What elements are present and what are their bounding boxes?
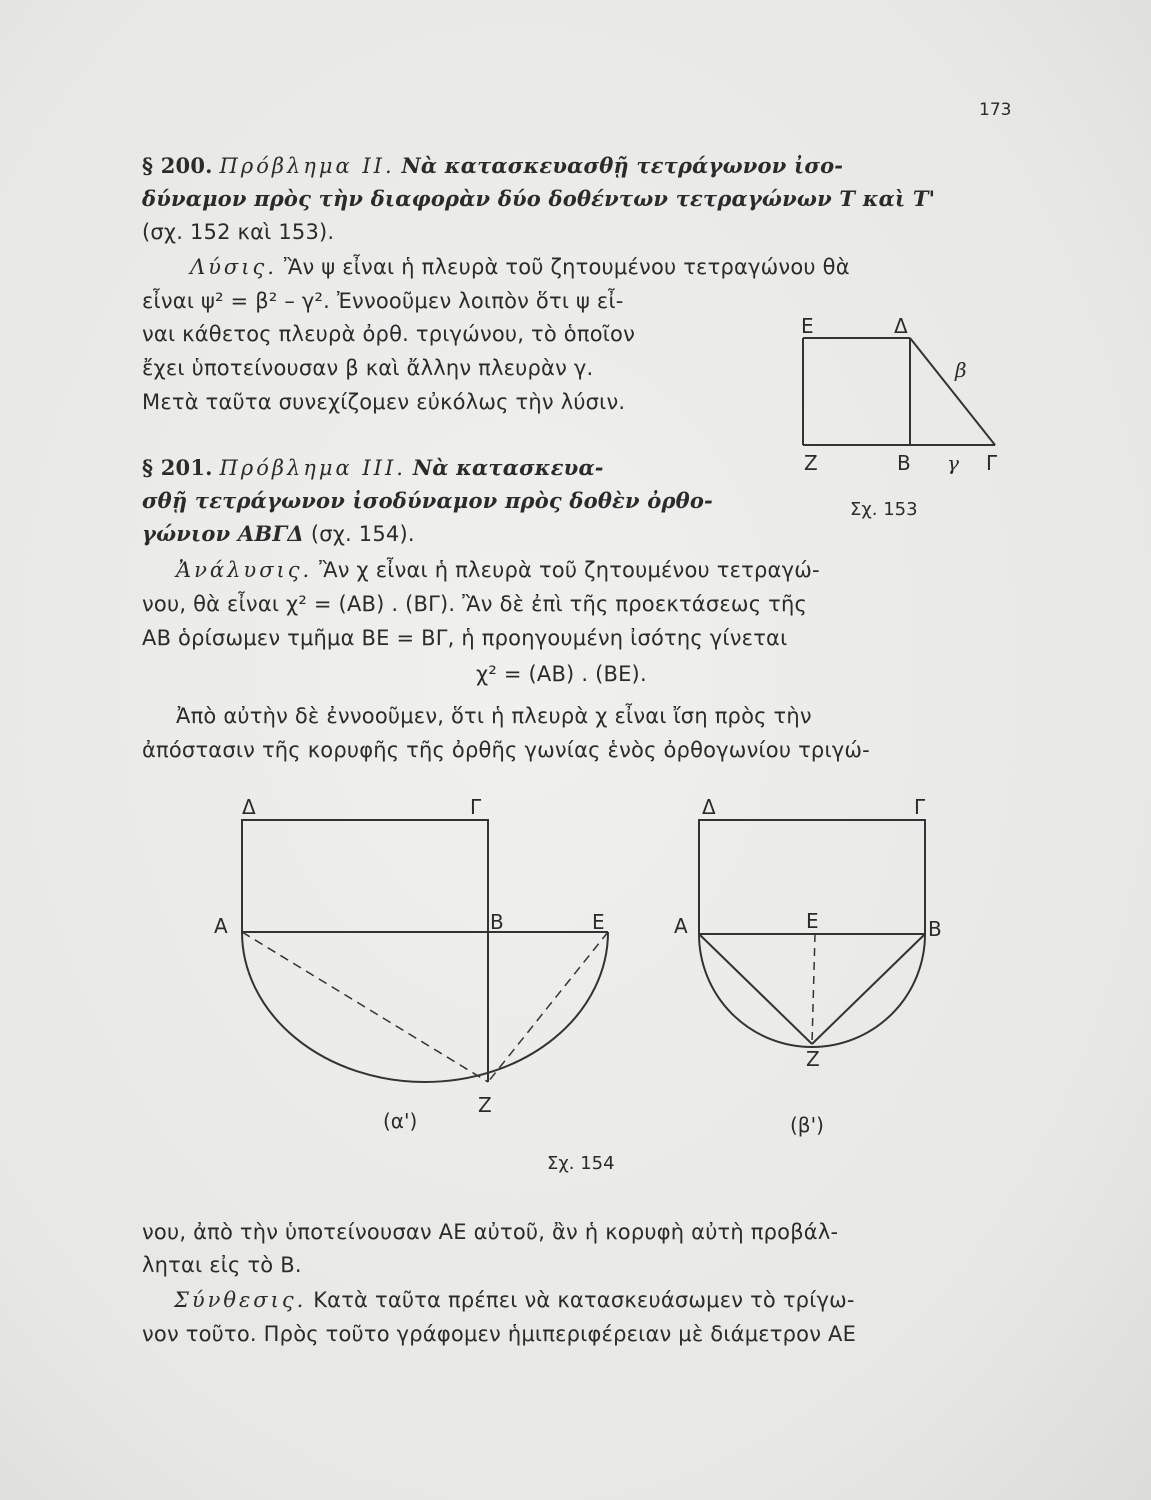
fig154b-label-g: Γ bbox=[914, 795, 926, 819]
fig154b-label-e: Ε bbox=[806, 909, 819, 933]
fig153-label-d: Δ bbox=[894, 314, 908, 338]
synthesis-line-1 bbox=[174, 1287, 855, 1313]
fig154a-dashed-ez bbox=[488, 932, 608, 1082]
analysis-line-4: Ἀπὸ αὐτὴν δὲ ἐννοοῦμεν, ὅτι ἡ πλευρὰ χ εἶναι ἴση πρὸς τὴν bbox=[176, 704, 812, 728]
p200-line-3: (σχ. 152 καὶ 153). bbox=[142, 220, 335, 244]
fig153-label-z: Ζ bbox=[804, 451, 818, 475]
lysis-line-5: Μετὰ ταῦτα συνεχίζομεν εὐκόλως τὴν λύσιν. bbox=[142, 390, 626, 414]
fig154b-label-d: Δ bbox=[702, 795, 716, 819]
analysis-line-7: ληται εἰς τὸ Β. bbox=[142, 1253, 302, 1277]
fig154a-semicircle bbox=[242, 932, 608, 1082]
fig154a-label-g: Γ bbox=[470, 795, 482, 819]
analysis-head: Ἀνάλυσις. bbox=[176, 558, 313, 582]
synthesis-head: Σύνθεσις. bbox=[174, 1288, 307, 1312]
analysis-line-6: νου, ἀπὸ τὴν ὑποτείνουσαν ΑΕ αὐτοῦ, ἂν ἡ κορυφὴ αὐτὴ προβάλ- bbox=[142, 1220, 839, 1244]
lysis-line-1 bbox=[190, 254, 850, 280]
p200-text-1: Νὰ κατασκευασθῇ τετράγωνον ἰσο- bbox=[401, 153, 844, 178]
synthesis-text-1: Κατὰ ταῦτα πρέπει νὰ κατασκευάσωμεν τὸ τρίγω- bbox=[313, 1288, 855, 1312]
lysis-head: Λύσις. bbox=[190, 255, 277, 279]
lysis-line-3: ναι κάθετος πλευρὰ ὀρθ. τριγώνου, τὸ ὁποῖον bbox=[142, 322, 636, 346]
fig154b-label-a: Α bbox=[674, 914, 688, 938]
figure-154-a bbox=[200, 790, 640, 1140]
analysis-text-1: Ἂν χ εἶναι ἡ πλευρὰ τοῦ ζητουμένου τετραγώ- bbox=[319, 558, 820, 582]
fig154a-dashed-az bbox=[242, 932, 488, 1082]
figure-154-b bbox=[670, 790, 970, 1140]
p201-line-3 bbox=[142, 521, 415, 547]
p201-text-1: Νὰ κατασκευα- bbox=[412, 455, 604, 480]
p201-text-3b: (σχ. 154). bbox=[310, 522, 415, 546]
fig154b-subcaption: (β') bbox=[790, 1113, 824, 1137]
p201-kind: Πρόβλημα ΙΙΙ. bbox=[219, 456, 406, 480]
fig154b-label-z: Ζ bbox=[806, 1047, 820, 1071]
p201-number: § 201. bbox=[142, 455, 213, 480]
analysis-line-3: ΑΒ ὁρίσωμεν τμῆμα ΒΕ = ΒΓ, ἡ προηγουμένη ἰσότης γίνεται bbox=[142, 626, 788, 650]
fig153-label-gamma: γ bbox=[947, 451, 959, 475]
p200-line-1 bbox=[142, 153, 843, 179]
fig154a-subcaption: (α') bbox=[383, 1109, 418, 1133]
fig154b-semicircle bbox=[699, 934, 925, 1047]
fig154b-label-b: Β bbox=[928, 917, 942, 941]
fig154-caption: Σχ. 154 bbox=[547, 1153, 615, 1174]
p201-line-2: σθῇ τετράγωνον ἰσοδύναμον πρὸς δοθὲν ὀρθο- bbox=[142, 488, 713, 513]
lysis-line-4: ἔχει ὑποτείνουσαν β καὶ ἄλλην πλευρὰν γ. bbox=[142, 356, 594, 380]
fig154b-chord-bz bbox=[812, 934, 925, 1044]
lysis-line-2: εἶναι ψ² = β² – γ². Ἐννοοῦμεν λοιπὸν ὅτι ψ εἶ- bbox=[142, 289, 624, 313]
analysis-line-2: νου, θὰ εἶναι χ² = (ΑΒ) . (ΒΓ). Ἂν δὲ ἐπὶ τῆς προεκτάσεως τῆς bbox=[142, 592, 807, 616]
page-number: 173 bbox=[979, 100, 1012, 120]
fig153-hypotenuse bbox=[910, 338, 995, 445]
analysis-line-5: ἀπόστασιν τῆς κορυφῆς τῆς ὀρθῆς γωνίας ἑνὸς ὀρθογωνίου τριγώ- bbox=[142, 738, 870, 762]
fig154a-label-e: Ε bbox=[592, 910, 605, 934]
analysis-line-1 bbox=[176, 557, 820, 583]
fig154a-label-b: Β bbox=[490, 910, 504, 934]
fig154b-dashed-ez bbox=[812, 934, 815, 1044]
fig154a-rectangle bbox=[242, 820, 488, 932]
fig153-caption: Σχ. 153 bbox=[850, 499, 918, 520]
fig154a-label-a: Α bbox=[214, 914, 228, 938]
figure-153 bbox=[790, 305, 1020, 525]
p200-number: § 200. bbox=[142, 153, 213, 178]
p201-line-1 bbox=[142, 455, 604, 481]
synthesis-line-2: νον τοῦτο. Πρὸς τοῦτο γράφομεν ἡμιπεριφέρειαν μὲ διάμετρον ΑΕ bbox=[142, 1322, 857, 1346]
fig153-label-b: Β bbox=[897, 451, 911, 475]
analysis-equation: χ² = (ΑΒ) . (ΒΕ). bbox=[476, 662, 647, 686]
fig154a-label-z: Ζ bbox=[478, 1093, 492, 1117]
fig153-label-e: Ε bbox=[801, 314, 814, 338]
fig153-label-g: Γ bbox=[986, 451, 998, 475]
p201-text-3a: γώνιον ΑΒΓΔ bbox=[142, 521, 304, 546]
lysis-text-1: Ἂν ψ εἶναι ἡ πλευρὰ τοῦ ζητουμένου τετραγώνου θὰ bbox=[283, 255, 850, 279]
p200-line-2: δύναμον πρὸς τὴν διαφορὰν δύο δοθέντων τετραγώνων Τ καὶ Τ' bbox=[142, 186, 936, 211]
fig154a-label-d: Δ bbox=[242, 795, 256, 819]
fig153-label-beta: β bbox=[955, 358, 967, 382]
fig154b-chord-az bbox=[699, 934, 812, 1044]
p200-kind: Πρόβλημα ΙΙ. bbox=[219, 154, 395, 178]
